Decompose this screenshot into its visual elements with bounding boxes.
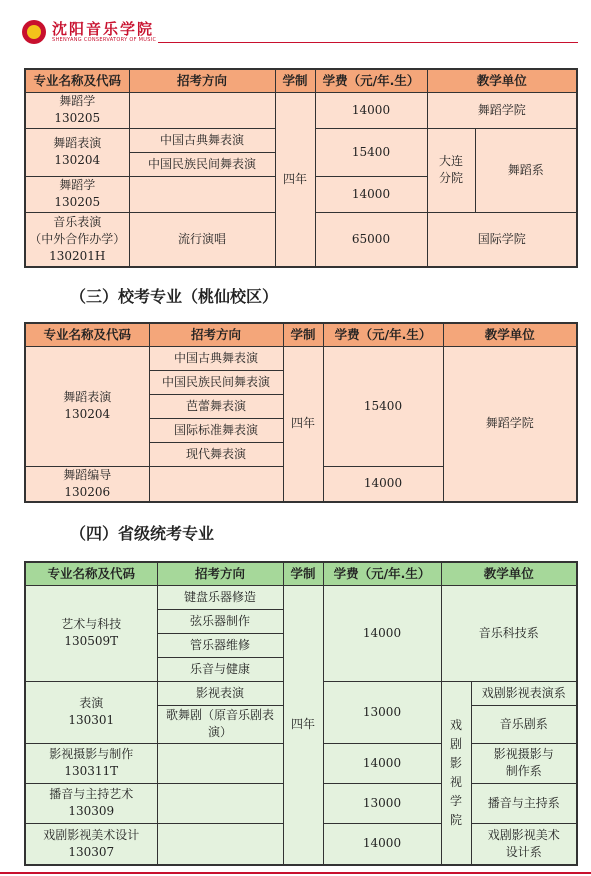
direction-cell: 弦乐器制作 [157,609,283,633]
major-cell: 播音与主持艺术 130309 [25,783,157,823]
fee-cell: 14000 [323,743,441,783]
direction-cell: 管乐器维修 [157,633,283,657]
direction-cell: 国际标准舞表演 [149,418,283,442]
col-unit: 教学单位 [443,323,577,346]
campus-cell: 大连 分院 [427,128,475,212]
col-direction: 招考方向 [149,323,283,346]
direction-cell: 现代舞表演 [149,442,283,466]
major-cell: 舞蹈编导 130206 [25,466,149,502]
fee-cell: 14000 [315,92,427,128]
major-cell: 舞蹈学 130205 [25,92,129,128]
fee-cell: 14000 [323,466,443,502]
dept-cell: 舞蹈系 [475,128,577,212]
footer-rule [0,872,591,874]
unit-cell: 国际学院 [427,212,577,267]
major-cell: 舞蹈学 130205 [25,176,129,212]
major-cell: 舞蹈表演 130204 [25,346,149,466]
section-title-3: （三）校考专业（桃仙校区） [70,287,279,306]
duration-cell: 四年 [283,346,323,502]
fee-cell: 13000 [323,783,441,823]
direction-cell: 流行演唱 [129,212,275,267]
direction-cell: 乐音与健康 [157,657,283,681]
direction-cell [129,92,275,128]
page-header [0,0,591,50]
unit-cell: 影视摄影与 制作系 [471,743,577,783]
direction-cell [149,466,283,502]
direction-cell: 中国民族民间舞表演 [129,152,275,176]
direction-cell: 歌舞剧（原音乐剧表演） [157,705,283,743]
unit-cell: 舞蹈学院 [443,346,577,502]
unit-cell: 戏剧影视表演系 [471,681,577,705]
direction-cell [129,176,275,212]
col-duration: 学制 [275,69,315,92]
col-fee: 学费（元/年.生） [323,323,443,346]
majors-table-provincial [24,561,578,866]
unit-cell: 戏剧影视美术 设计系 [471,823,577,865]
table-header-row [25,323,577,346]
table-row [25,585,577,609]
direction-cell: 中国民族民间舞表演 [149,370,283,394]
major-cell: 舞蹈表演 130204 [25,128,129,176]
direction-cell: 中国古典舞表演 [129,128,275,152]
major-cell: 艺术与科技 130509T [25,585,157,681]
duration-cell: 四年 [275,92,315,267]
fee-cell: 14000 [315,176,427,212]
col-fee: 学费（元/年.生） [323,562,441,585]
table-header-row [25,562,577,585]
col-duration: 学制 [283,562,323,585]
col-direction: 招考方向 [129,69,275,92]
school-name-cn: 沈阳音乐学院 [52,19,155,38]
fee-cell: 15400 [323,346,443,466]
major-cell: 戏剧影视美术设计 130307 [25,823,157,865]
fee-cell: 65000 [315,212,427,267]
college-cell: 戏 剧 影 视 学 院 [441,681,471,865]
col-major: 专业名称及代码 [25,323,149,346]
table-row [25,92,577,128]
direction-cell [157,743,283,783]
direction-cell [157,823,283,865]
unit-cell: 播音与主持系 [471,783,577,823]
direction-cell: 键盘乐器修造 [157,585,283,609]
fee-cell: 13000 [323,681,441,743]
school-emblem-icon [22,20,46,44]
unit-cell: 音乐科技系 [441,585,577,681]
direction-cell: 芭蕾舞表演 [149,394,283,418]
table-header-row [25,69,577,92]
school-logo [22,20,156,44]
duration-cell: 四年 [283,585,323,865]
col-major: 专业名称及代码 [25,69,129,92]
direction-cell [157,783,283,823]
fee-cell: 14000 [323,823,441,865]
col-unit: 教学单位 [441,562,577,585]
major-cell: 表演 130301 [25,681,157,743]
major-cell: 音乐表演 （中外合作办学） 130201H [25,212,129,267]
col-fee: 学费（元/年.生） [315,69,427,92]
major-cell: 影视摄影与制作 130311T [25,743,157,783]
fee-cell: 14000 [323,585,441,681]
majors-table-dance [24,68,578,268]
unit-cell: 音乐剧系 [471,705,577,743]
section-title-4: （四）省级统考专业 [70,524,215,543]
direction-cell: 影视表演 [157,681,283,705]
col-direction: 招考方向 [157,562,283,585]
col-duration: 学制 [283,323,323,346]
table-row [25,346,577,370]
direction-cell: 中国古典舞表演 [149,346,283,370]
header-rule [158,42,578,43]
majors-table-taoxian [24,322,578,503]
school-name-en: SHENYANG CONSERVATORY OF MUSIC [52,36,157,43]
fee-cell: 15400 [315,128,427,176]
col-unit: 教学单位 [427,69,577,92]
col-major: 专业名称及代码 [25,562,157,585]
unit-cell: 舞蹈学院 [427,92,577,128]
